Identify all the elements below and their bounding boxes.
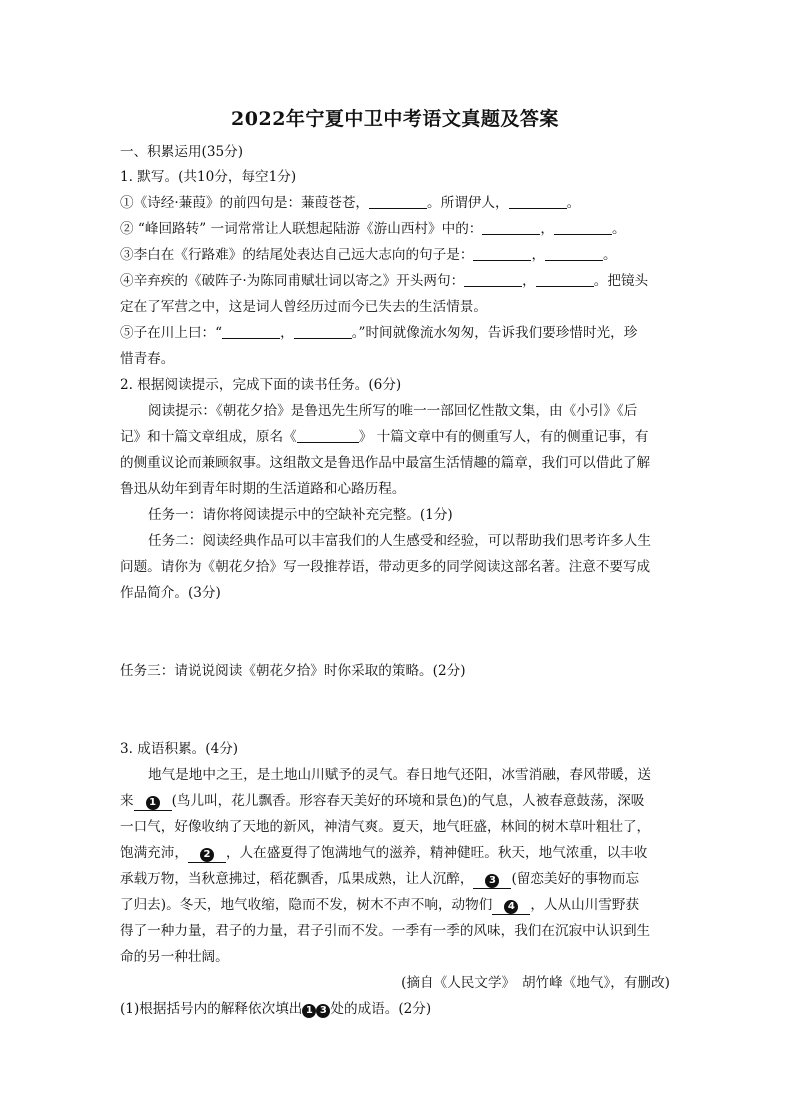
text: ③李白在《行路难》的结尾处表达自己远大志向的句子是： <box>120 247 474 263</box>
text: ② “峰回路转” 一词常常让人联想起陆游《游山西村》中的： <box>120 221 483 237</box>
task-3: 任务三：请说说阅读《朝花夕拾》时你采取的策略。(2分) <box>120 663 466 679</box>
task-2-cont: 问题。请你为《朝花夕拾》写一段推荐语，带动更多的同学阅读这部名著。注意不要写成 <box>120 559 651 575</box>
reading-tip-line <box>120 427 649 447</box>
page-title: 2022年宁夏中卫中考语文真题及答案 <box>231 108 559 130</box>
task-1: 任务一：请你将阅读提示中的空缺补充完整。(1分) <box>148 507 453 523</box>
number-badge: 3 <box>485 874 499 888</box>
q1-item-5-cont: 惜青春。 <box>120 351 175 367</box>
answer-blank <box>188 845 226 863</box>
reading-tip-line: 的侧重议论而兼顾叙事。这组散文是鲁迅作品中最富生活情趣的篇章，我们可以借此了解 <box>120 455 651 471</box>
passage-line <box>120 843 647 863</box>
text: 。”时间就像流水匆匆，告诉我们要珍惜时光，珍 <box>351 325 638 341</box>
passage-line <box>120 791 644 811</box>
number-badge: 2 <box>200 848 214 862</box>
question-1-heading: 1. 默写。(共10分，每空1分) <box>120 169 297 185</box>
q1-item-4 <box>120 271 648 291</box>
answer-blank <box>297 428 359 443</box>
q1-item-1 <box>120 193 580 213</box>
answer-blank <box>294 324 352 339</box>
text: ， <box>280 325 294 341</box>
answer-blank <box>369 194 427 209</box>
answer-blank <box>464 272 522 287</box>
text: 。把镜头 <box>593 273 649 289</box>
text: ，人从山川雪野获 <box>530 897 640 913</box>
answer-blank <box>554 220 612 235</box>
reading-tip-line: 鲁迅从幼年到青年时期的生活道路和心路历程。 <box>120 481 406 497</box>
q1-item-2 <box>120 219 626 239</box>
answer-blank <box>509 194 567 209</box>
text: ， <box>522 273 536 289</box>
passage-source: (摘自《人民文学》 胡竹峰《地气》，有删改) <box>401 975 670 991</box>
passage-line <box>120 895 639 915</box>
q1-item-3 <box>120 245 617 265</box>
text: (鸟儿叫，花儿飘香。形容春天美好的环境和景色)的气息，人被春意鼓荡，深吸 <box>171 793 645 809</box>
number-badge: 1 <box>302 1004 316 1018</box>
answer-blank <box>134 793 172 811</box>
text: 记》和十篇文章组成，原名《 <box>120 429 297 445</box>
answer-blank <box>482 220 540 235</box>
text: ， <box>531 247 546 263</box>
text: ④辛弃疾的《破阵子·为陈同甫赋壮词以寄之》开头两句： <box>120 273 465 289</box>
text: 处的成语。(2分) <box>330 1001 432 1017</box>
text: ，人在盛夏得了饱满地气的滋养，精神健旺。秋天，地气浓重，以丰收 <box>225 845 648 861</box>
text: 。 <box>611 221 626 237</box>
task-2: 任务二：阅读经典作品可以丰富我们的人生感受和经验，可以帮助我们思考许多人生 <box>148 533 651 549</box>
text: 》 十篇文章中有的侧重写人，有的侧重记事，有 <box>358 429 649 445</box>
text: ⑤子在川上曰：“ <box>120 325 223 341</box>
answer-blank <box>222 324 280 339</box>
answer-blank <box>545 246 603 261</box>
task-2-cont: 作品简介。(3分) <box>120 585 221 601</box>
answer-blank <box>492 897 530 915</box>
answer-blank <box>473 871 511 889</box>
text: 了归去)。冬天，地气收缩，隐而不发，树木不声不响，动物们 <box>120 897 493 913</box>
passage-line: 一口气，好像收纳了天地的新风，神清气爽。夏天，地气旺盛，林间的树木草叶粗壮了， <box>120 819 651 835</box>
reading-tip-line: 阅读提示：《朝花夕拾》是鲁迅先生所写的唯一一部回忆性散文集，由《小引》《后 <box>148 403 638 419</box>
text: (留恋美好的事物而忘 <box>511 871 640 887</box>
question-3-heading: 3. 成语积累。(4分) <box>120 741 239 757</box>
text: (1)根据括号内的解释依次填出 <box>120 1001 303 1017</box>
answer-blank <box>473 246 531 261</box>
text: ①《诗经·蒹葭》的前四句是：蒹葭苍苍， <box>120 195 370 211</box>
passage-line: 地气是地中之王，是土地山川赋予的灵气。春日地气还阳，冰雪消融，春风带暖，送 <box>148 767 651 783</box>
passage-line: 命的另一种壮阔。 <box>120 949 229 965</box>
text: ， <box>540 221 554 237</box>
passage-line: 得了一种力量，君子的力量，君子引而不发。一季有一季的风味，我们在沉寂中认识到生 <box>120 923 651 939</box>
section-heading: 一、积累运用(35分) <box>120 144 244 160</box>
text: 来 <box>120 793 134 809</box>
text: 。 <box>603 247 617 263</box>
number-badge: 4 <box>504 900 518 914</box>
number-badge: 1 <box>146 796 160 810</box>
q1-item-5 <box>120 323 637 343</box>
text: 。所谓伊人， <box>427 195 509 211</box>
number-badge: 3 <box>316 1004 330 1018</box>
q1-item-4-cont: 定在了军营之中，这是词人曾经历过而今已失去的生活情景。 <box>120 299 488 315</box>
sub-question-1 <box>120 999 431 1019</box>
text: 饱满充沛， <box>120 845 188 861</box>
text: 。 <box>566 195 581 211</box>
passage-line <box>120 869 639 889</box>
question-2-heading: 2. 根据阅读提示，完成下面的读书任务。(6分) <box>120 377 402 393</box>
answer-blank <box>536 272 594 287</box>
text: 承载万物，当秋意拂过，稻花飘香，瓜果成熟，让人沉醉， <box>120 871 474 887</box>
